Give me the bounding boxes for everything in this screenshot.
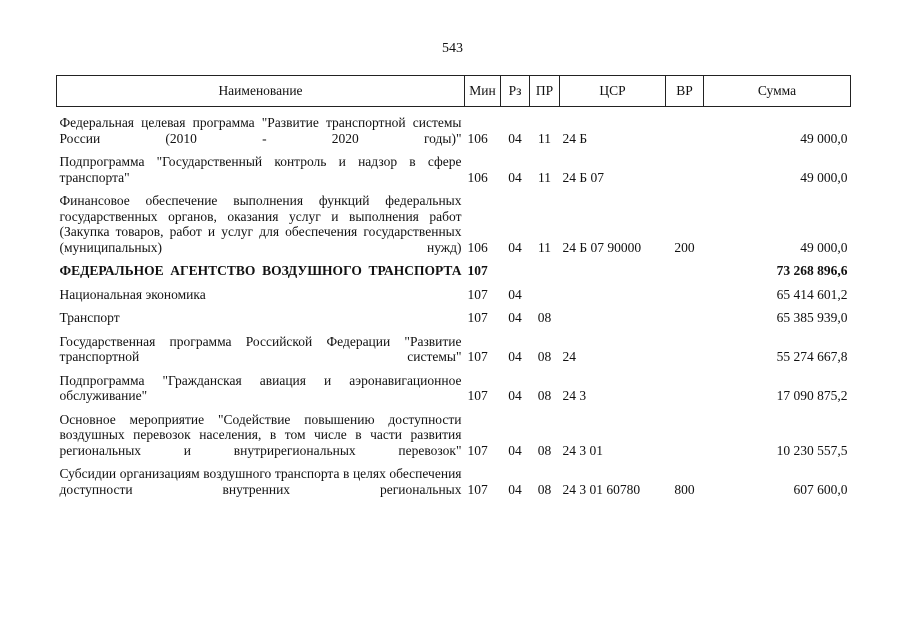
row-csr: 24 Б 07 <box>562 169 605 185</box>
row-pr: 11 <box>538 239 551 255</box>
row-csr: 24 3 <box>562 388 587 403</box>
row-name: Подпрограмма "Государственный контроль и надзор в сфере транспорта" <box>59 154 462 185</box>
row-min: 107 <box>467 286 488 302</box>
row-rz: 04 <box>508 310 522 325</box>
row-min: 107 <box>467 349 488 364</box>
row-sum: 49 000,0 <box>800 239 848 255</box>
header-rz: Рз <box>501 76 530 107</box>
header-min: Мин <box>465 76 501 107</box>
row-rz <box>501 263 530 279</box>
row-min: 107 <box>467 310 488 325</box>
row-min: 107 <box>467 481 488 497</box>
row-csr: 24 <box>562 349 576 364</box>
row-pr: 08 <box>537 388 552 403</box>
row-vr <box>666 263 704 279</box>
page-number: 543 <box>442 41 463 56</box>
row-pr: 08 <box>537 349 552 364</box>
row-sum: 17 090 875,2 <box>776 388 848 403</box>
table-row-agency <box>57 263 851 279</box>
row-name: Государственная программа Российской Федерации "Развитие транспортной системы" <box>59 333 462 364</box>
row-pr <box>530 263 560 279</box>
row-rz: 04 <box>508 481 522 497</box>
table-row <box>57 193 851 255</box>
row-pr <box>530 287 560 303</box>
row-csr <box>560 310 666 326</box>
row-rz: 04 <box>508 349 522 364</box>
header-vr: ВР <box>666 76 704 107</box>
row-csr: 24 Б 07 90000 <box>562 239 642 255</box>
row-name: Финансовое обеспечение выполнения функций федеральных государственных органов, оказания услуг и выполнения работ (Закупка товаров, работ и услуг для обеспечения государственных (муниципальных) нужд) <box>59 193 462 255</box>
table-row <box>57 412 851 459</box>
row-pr: 11 <box>538 169 551 185</box>
row-vr <box>666 115 704 146</box>
header-name: Наименование <box>57 76 465 107</box>
row-sum: 49 000,0 <box>800 169 848 185</box>
row-min: 107 <box>467 442 488 458</box>
row-vr <box>666 287 704 303</box>
row-sum: 65 414 601,2 <box>776 286 848 302</box>
row-name: Транспорт <box>59 310 120 325</box>
row-csr: 24 3 01 60780 <box>562 481 641 497</box>
table-row <box>57 115 851 146</box>
row-rz: 04 <box>508 239 522 255</box>
row-min: 107 <box>467 263 488 278</box>
row-rz: 04 <box>508 286 522 302</box>
table-row <box>57 310 851 326</box>
table-row <box>57 287 851 303</box>
row-pr: 08 <box>537 310 552 325</box>
row-sum: 49 000,0 <box>800 130 848 146</box>
row-rz: 04 <box>508 442 522 458</box>
row-sum: 10 230 557,5 <box>776 442 848 458</box>
row-name: Подпрограмма "Гражданская авиация и аэронавигационное обслуживание" <box>59 372 462 403</box>
row-pr: 11 <box>538 130 551 146</box>
row-name: ФЕДЕРАЛЬНОЕ АГЕНТСТВО ВОЗДУШНОГО ТРАНСПОРТА <box>59 263 462 278</box>
row-sum: 73 268 896,6 <box>776 263 848 278</box>
table-row <box>57 154 851 185</box>
row-sum: 55 274 667,8 <box>776 349 848 364</box>
table-row <box>57 466 851 497</box>
row-sum: 607 600,0 <box>793 481 848 497</box>
row-vr <box>666 373 704 404</box>
row-vr <box>666 334 704 365</box>
header-pr: ПР <box>530 76 560 107</box>
header-csr: ЦСР <box>560 76 666 107</box>
row-rz: 04 <box>508 130 522 146</box>
row-vr: 800 <box>674 481 695 497</box>
row-vr <box>666 412 704 459</box>
budget-table <box>56 75 851 497</box>
row-pr: 08 <box>537 442 552 458</box>
row-csr: 24 Б <box>562 130 588 146</box>
row-csr: 24 3 01 <box>562 442 603 458</box>
row-sum: 65 385 939,0 <box>776 310 848 325</box>
row-csr <box>560 287 666 303</box>
row-rz: 04 <box>508 169 522 185</box>
row-rz: 04 <box>508 388 522 403</box>
row-min: 106 <box>467 130 488 146</box>
row-vr <box>666 310 704 326</box>
table-header-row <box>57 76 851 107</box>
row-min: 107 <box>467 388 488 403</box>
row-name: Национальная экономика <box>59 286 206 302</box>
row-min: 106 <box>467 239 488 255</box>
row-csr <box>560 263 666 279</box>
header-sum: Сумма <box>704 76 851 107</box>
table-row <box>57 334 851 365</box>
row-pr: 08 <box>537 481 552 497</box>
row-min: 106 <box>467 169 488 185</box>
row-name: Субсидии организациям воздушного транспорта в целях обеспечения доступности внутренних региональных <box>59 466 462 497</box>
row-name: Федеральная целевая программа "Развитие транспортной системы России (2010 - 2020 годы)" <box>59 115 462 146</box>
row-name: Основное мероприятие "Содействие повышению доступности воздушных перевозок населения, в том числе в части развития региональных и внутрирегиональных перевозок" <box>59 411 462 458</box>
row-vr <box>666 154 704 185</box>
table-row <box>57 373 851 404</box>
row-vr: 200 <box>674 239 695 255</box>
